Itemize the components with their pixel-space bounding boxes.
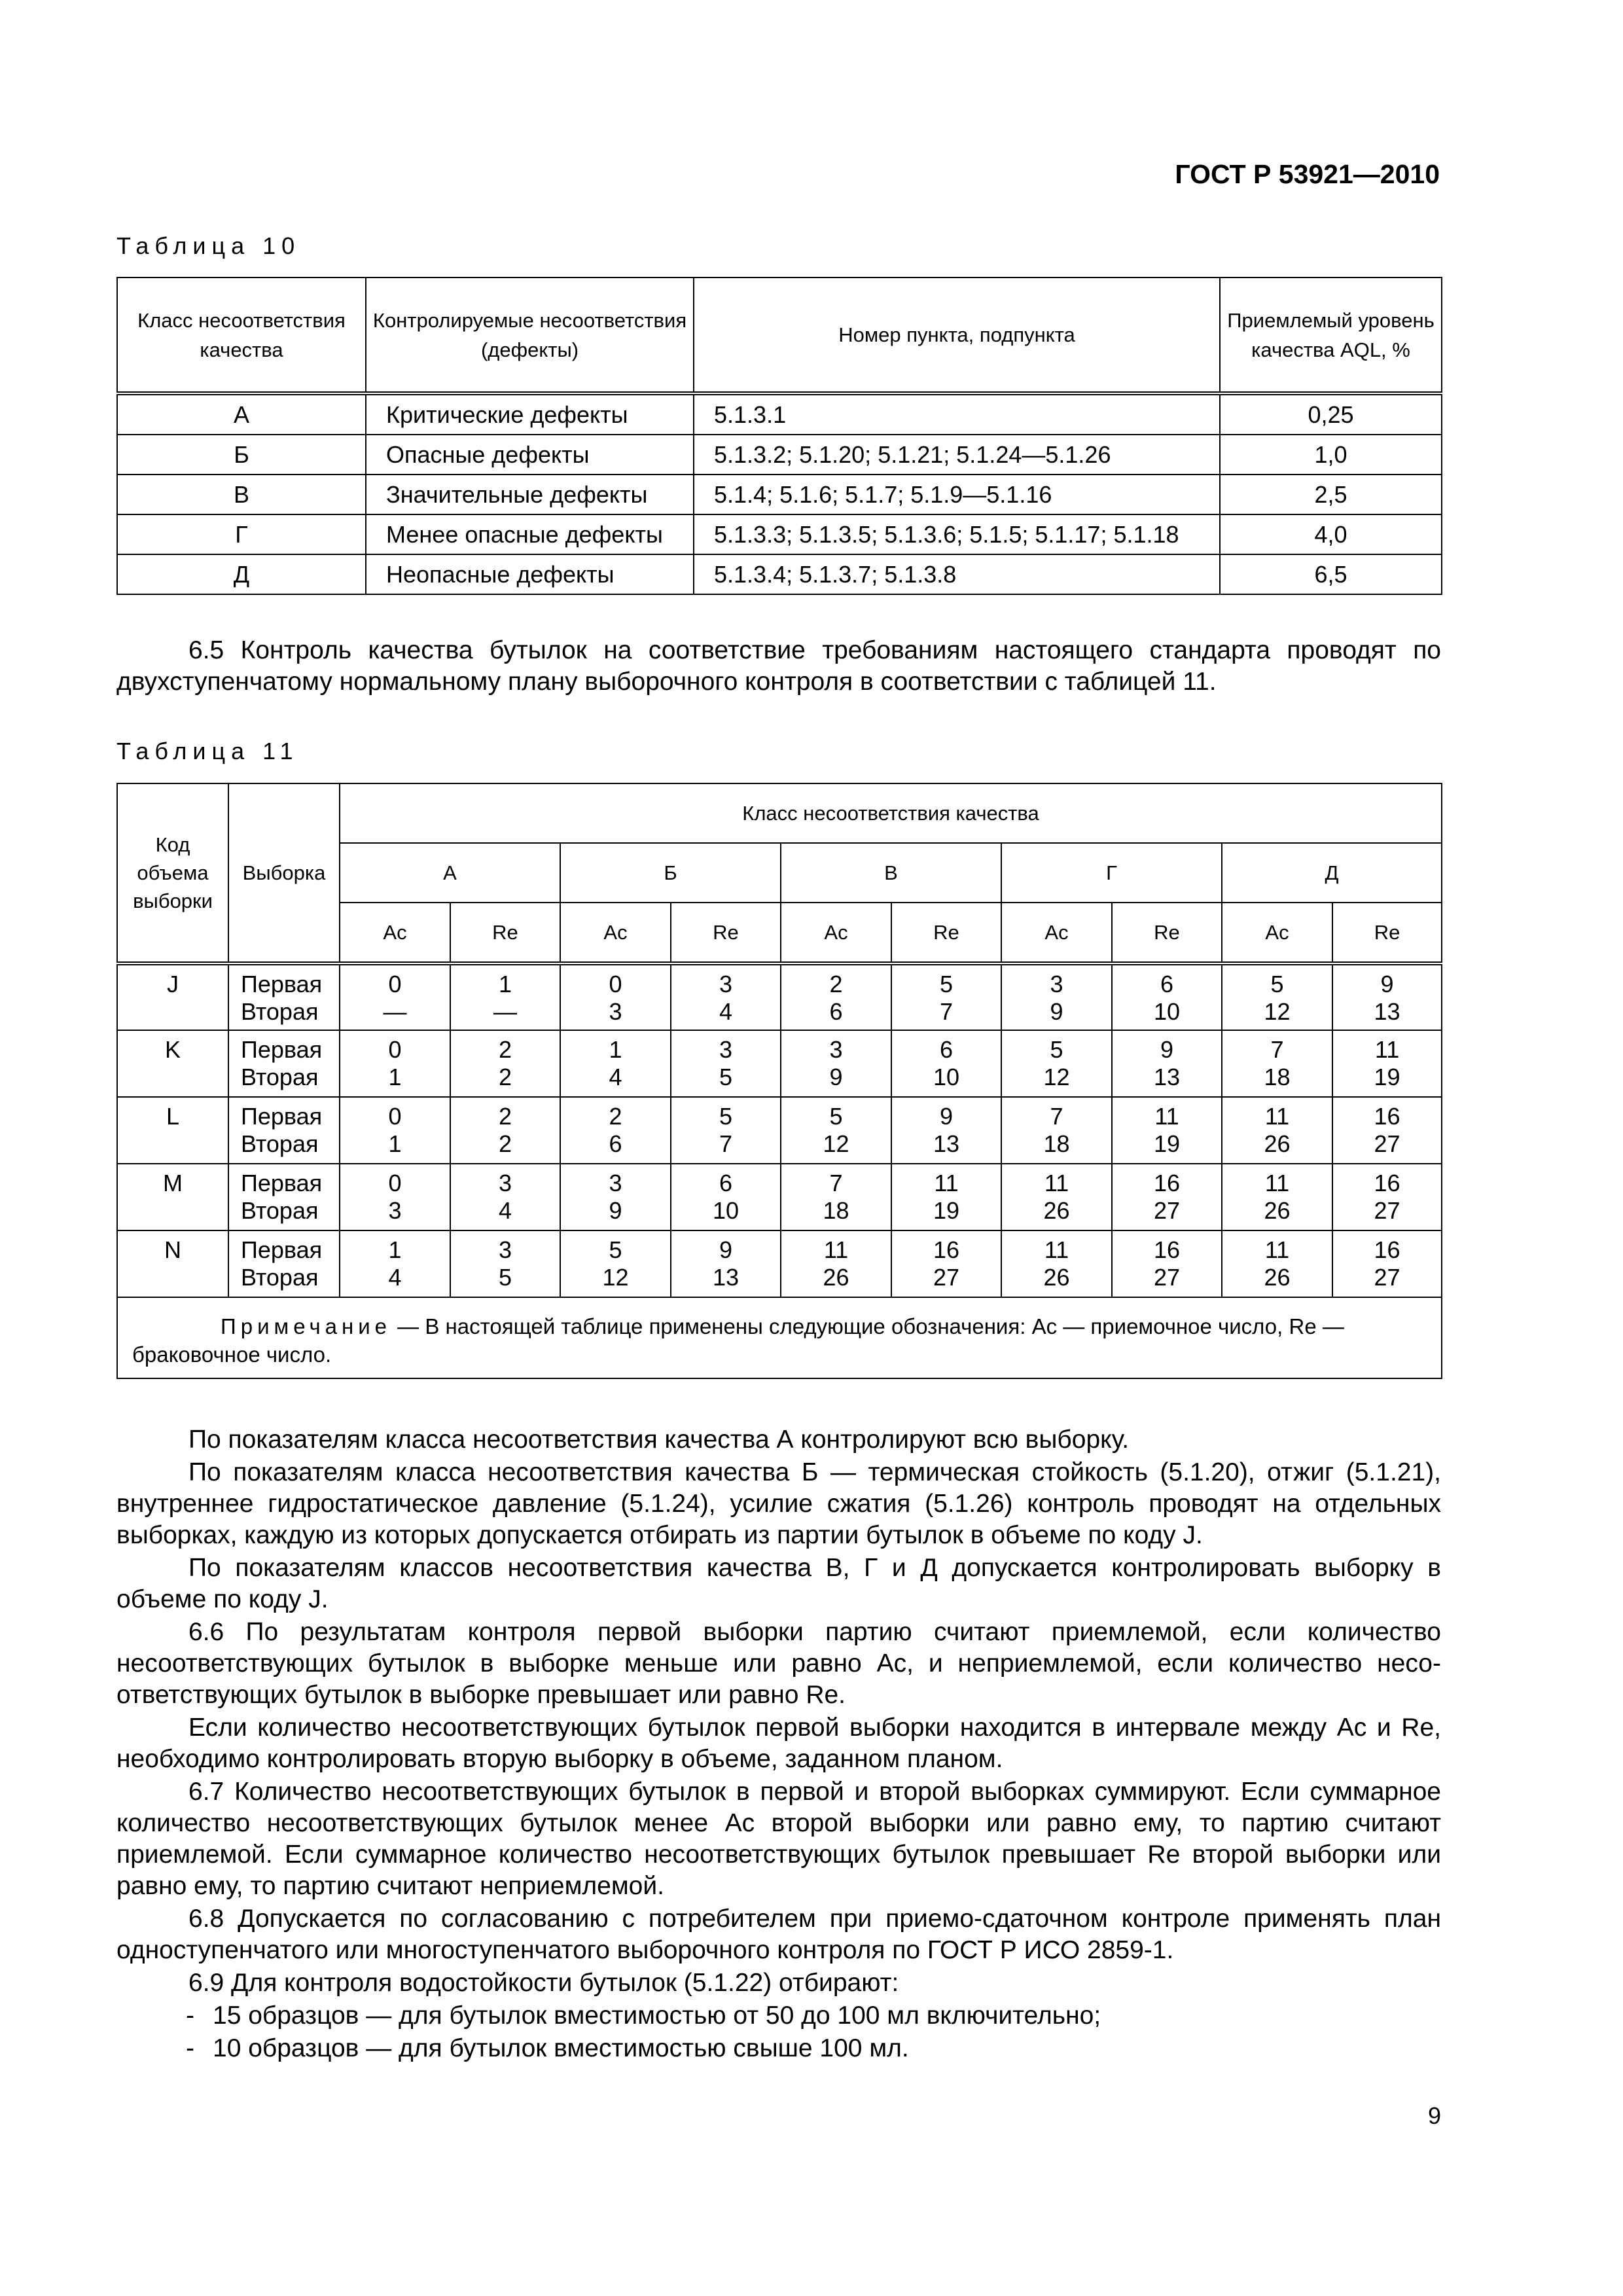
re-header: Re <box>450 903 560 963</box>
table-row <box>117 435 1442 475</box>
paragraph: По показателям классов несоответствия качества В, Г и Д допускается контролировать выборку в объеме по коду J. <box>116 1554 1441 1613</box>
first-value: 6 <box>1160 971 1174 997</box>
sample-code: N <box>117 1230 228 1297</box>
first-value: 5 <box>609 1236 622 1263</box>
column-header: Контролируемые несоответствия (дефекты) <box>366 278 694 393</box>
table-row <box>117 514 1442 554</box>
value-cell <box>1112 1164 1222 1230</box>
value-cell <box>340 1230 450 1297</box>
first-value: 11 <box>1154 1103 1179 1130</box>
value-cell <box>1222 1030 1332 1097</box>
value-cell <box>1112 963 1222 1030</box>
first-value: 3 <box>498 1170 512 1196</box>
table-cell: Значительные дефекты <box>366 475 694 514</box>
second-value: 12 <box>602 1264 629 1291</box>
table-row <box>117 1230 1442 1297</box>
value-cell <box>1332 1164 1442 1230</box>
column-header: Класс несоответствия качества <box>117 278 366 393</box>
table-cell: Б <box>117 435 366 475</box>
second-value: 27 <box>1374 1130 1400 1157</box>
first-value: 16 <box>1374 1236 1400 1263</box>
value-cell <box>560 1097 671 1164</box>
second-value: — <box>383 998 407 1025</box>
page-number: 9 <box>1427 2102 1441 2129</box>
table-10-caption: Таблица 10 <box>116 232 301 259</box>
table-11-caption: Таблица 11 <box>116 738 299 764</box>
sample-first: Первая <box>241 1036 323 1063</box>
first-value: 1 <box>498 971 512 997</box>
sample-cell <box>228 1030 340 1097</box>
second-value: 4 <box>609 1064 622 1090</box>
second-value: 9 <box>609 1197 622 1224</box>
sample-code: K <box>117 1030 228 1097</box>
first-value: 2 <box>829 971 843 997</box>
first-value: 0 <box>388 971 402 997</box>
value-cell <box>891 1164 1001 1230</box>
value-cell <box>671 1097 781 1164</box>
value-cell <box>560 1164 671 1230</box>
first-value: 11 <box>1264 1170 1290 1196</box>
second-value: 26 <box>1043 1264 1070 1291</box>
first-value: 5 <box>829 1103 843 1130</box>
second-value: 7 <box>939 998 954 1025</box>
value-cell <box>1001 963 1112 1030</box>
second-value: 27 <box>1153 1264 1181 1291</box>
value-cell <box>1332 1230 1442 1297</box>
second-value: 13 <box>1153 1064 1181 1090</box>
first-value: 2 <box>498 1036 512 1063</box>
sample-second: Вторая <box>241 1130 319 1157</box>
first-value: 11 <box>1264 1236 1290 1263</box>
table-cell: Опасные дефекты <box>366 435 694 475</box>
second-value: 13 <box>1374 998 1400 1025</box>
first-value: 16 <box>933 1236 960 1263</box>
second-value: 26 <box>1264 1264 1291 1291</box>
first-value: 5 <box>1270 971 1284 997</box>
paragraph: По показателям класса несоответствия качества Б — термическая стойкость (5.1.20), отжиг (5.1.21), внутреннее гидростатическое давление (5.1.24), усилие сжатия (5.1.26) контроль проводят на отдельных выборках, каждую из которых допускается отбирать из партии бутылок в объеме по коду J. <box>116 1458 1441 1549</box>
second-value: 6 <box>609 1130 622 1157</box>
value-cell <box>891 963 1001 1030</box>
first-value: 16 <box>1374 1170 1400 1196</box>
value-cell <box>560 1030 671 1097</box>
value-cell <box>340 963 450 1030</box>
class-g-header: Г <box>1001 843 1222 903</box>
table-row <box>117 393 1442 435</box>
second-value: 10 <box>1153 998 1181 1025</box>
class-header: Класс несоответствия качества <box>340 783 1442 843</box>
first-value: 11 <box>1044 1170 1069 1196</box>
re-header: Re <box>891 903 1001 963</box>
value-cell <box>450 1097 560 1164</box>
sample-cell <box>228 1164 340 1230</box>
sample-second: Вторая <box>241 1264 319 1291</box>
table-row <box>117 1030 1442 1097</box>
table-cell: 6,5 <box>1220 554 1442 594</box>
second-value: — <box>493 998 517 1025</box>
second-value: 5 <box>498 1264 512 1291</box>
first-value: 9 <box>719 1236 733 1263</box>
first-value: 7 <box>1050 1103 1063 1130</box>
first-value: 2 <box>498 1103 512 1130</box>
second-value: 26 <box>1043 1197 1070 1224</box>
first-value: 3 <box>719 1036 733 1063</box>
second-value: 3 <box>609 998 622 1025</box>
value-cell <box>1001 1097 1112 1164</box>
paragraph: Если количество несоответствующих бутылок первой выборки находится в интервале между Ac и Re, необходимо контролировать вторую выборку в объеме, заданном планом. <box>116 1713 1441 1773</box>
column-header: Приемлемый уровень качества AQL, % <box>1220 278 1442 393</box>
value-cell <box>891 1097 1001 1164</box>
table-row <box>117 1164 1442 1230</box>
list-item: - 15 образцов — для бутылок вместимостью от 50 до 100 мл включительно; <box>186 2001 1101 2030</box>
value-cell <box>560 1230 671 1297</box>
table-note <box>117 1297 1442 1378</box>
first-value: 1 <box>609 1036 622 1063</box>
first-value: 7 <box>829 1170 843 1196</box>
value-cell <box>891 1230 1001 1297</box>
table-cell: Критические дефекты <box>366 393 694 435</box>
second-value: 3 <box>388 1197 402 1224</box>
value-cell <box>781 1097 891 1164</box>
first-value: 3 <box>719 971 733 997</box>
ac-header: Ac <box>340 903 450 963</box>
value-cell <box>781 1030 891 1097</box>
value-cell <box>1332 1097 1442 1164</box>
column-header-code: Код объема выборки <box>117 783 228 963</box>
second-value: 2 <box>498 1064 512 1090</box>
sample-code: L <box>117 1097 228 1164</box>
table-row <box>117 1097 1442 1164</box>
value-cell <box>450 1230 560 1297</box>
table-10 <box>116 277 1442 595</box>
value-cell <box>1332 963 1442 1030</box>
second-value: 13 <box>712 1264 740 1291</box>
value-cell <box>450 1030 560 1097</box>
first-value: 0 <box>388 1103 402 1130</box>
first-value: 5 <box>939 971 954 997</box>
first-value: 11 <box>934 1170 959 1196</box>
second-value: 7 <box>719 1130 733 1157</box>
table-cell: 1,0 <box>1220 435 1442 475</box>
first-value: 7 <box>1270 1036 1284 1063</box>
value-cell <box>1222 1164 1332 1230</box>
first-value: 3 <box>1050 971 1063 997</box>
second-value: 1 <box>388 1064 402 1090</box>
list-item: - 10 образцов — для бутылок вместимостью свыше 100 мл. <box>186 2034 909 2062</box>
value-cell <box>671 1164 781 1230</box>
value-cell <box>671 1230 781 1297</box>
first-value: 6 <box>939 1036 954 1063</box>
ac-header: Ac <box>1222 903 1332 963</box>
value-cell <box>671 963 781 1030</box>
second-value: 18 <box>1264 1064 1291 1090</box>
table-cell: 5.1.3.1 <box>694 393 1220 435</box>
second-value: 9 <box>829 1064 843 1090</box>
value-cell <box>450 1164 560 1230</box>
value-cell <box>1001 1230 1112 1297</box>
value-cell <box>340 1164 450 1230</box>
first-value: 16 <box>1153 1236 1181 1263</box>
first-value: 9 <box>939 1103 954 1130</box>
sample-first: Первая <box>241 971 323 997</box>
sample-first: Первая <box>241 1236 323 1263</box>
table-cell: 5.1.3.3; 5.1.3.5; 5.1.3.6; 5.1.5; 5.1.17; 5.1.18 <box>694 514 1220 554</box>
second-value: 9 <box>1050 998 1063 1025</box>
table-11 <box>116 783 1442 1379</box>
table-cell: В <box>117 475 366 514</box>
second-value: 27 <box>1153 1197 1181 1224</box>
first-value: 5 <box>719 1103 733 1130</box>
second-value: 10 <box>712 1197 740 1224</box>
second-value: 18 <box>1043 1130 1070 1157</box>
table-cell: Менее опасные дефекты <box>366 514 694 554</box>
second-value: 1 <box>388 1130 402 1157</box>
sample-code: M <box>117 1164 228 1230</box>
first-value: 16 <box>1374 1103 1400 1130</box>
value-cell <box>781 1230 891 1297</box>
value-cell <box>1112 1030 1222 1097</box>
note-text: — В настоящей таблице применены следующие обозначения: Ac — приемочное число, Re — браковочное число. <box>132 1314 1344 1367</box>
second-value: 19 <box>933 1197 960 1224</box>
sample-second: Вторая <box>241 1197 319 1224</box>
second-value: 27 <box>1374 1264 1400 1291</box>
second-value: 13 <box>933 1130 960 1157</box>
sample-first: Первая <box>241 1103 323 1130</box>
table-row <box>117 475 1442 514</box>
sample-cell <box>228 963 340 1030</box>
first-value: 6 <box>719 1170 733 1196</box>
paragraph: По показателям класса несоответствия качества А контролируют всю выборку. <box>188 1426 1130 1454</box>
ac-header: Ac <box>781 903 891 963</box>
sample-second: Вторая <box>241 998 319 1025</box>
second-value: 18 <box>823 1197 849 1224</box>
second-value: 2 <box>498 1130 512 1157</box>
value-cell <box>1112 1230 1222 1297</box>
paragraph: 6.8 Допускается по согласованию с потребителем при приемо-сдаточном контроле применять план одноступенчатого или многоступенчатого выборочного контроля по ГОСТ Р ИСО 2859-1. <box>116 1905 1441 1964</box>
value-cell <box>560 963 671 1030</box>
table-cell: 5.1.3.2; 5.1.20; 5.1.21; 5.1.24—5.1.26 <box>694 435 1220 475</box>
second-value: 4 <box>498 1197 512 1224</box>
class-d-header: Д <box>1222 843 1442 903</box>
value-cell <box>1222 1097 1332 1164</box>
value-cell <box>1001 1030 1112 1097</box>
second-value: 26 <box>823 1264 849 1291</box>
document-code: ГОСТ Р 53921—2010 <box>1175 159 1440 189</box>
table-cell: Неопасные дефекты <box>366 554 694 594</box>
first-value: 5 <box>1050 1036 1063 1063</box>
sample-cell <box>228 1230 340 1297</box>
first-value: 2 <box>609 1103 622 1130</box>
class-a-header: А <box>340 843 560 903</box>
sample-second: Вторая <box>241 1064 319 1090</box>
first-value: 11 <box>1264 1103 1290 1130</box>
paragraph: 6.9 Для контроля водостойкости бутылок (5.1.22) отбирают: <box>188 1969 899 1997</box>
second-value: 4 <box>388 1264 402 1291</box>
value-cell <box>1222 1230 1332 1297</box>
second-value: 5 <box>719 1064 733 1090</box>
first-value: 0 <box>609 971 622 997</box>
second-value: 26 <box>1264 1130 1291 1157</box>
sample-cell <box>228 1097 340 1164</box>
second-value: 19 <box>1374 1064 1400 1090</box>
table-cell: Г <box>117 514 366 554</box>
ac-header: Ac <box>1001 903 1112 963</box>
second-value: 19 <box>1153 1130 1181 1157</box>
first-value: 9 <box>1380 971 1394 997</box>
second-value: 27 <box>1374 1197 1400 1224</box>
table-cell: Д <box>117 554 366 594</box>
value-cell <box>450 963 560 1030</box>
value-cell <box>1112 1097 1222 1164</box>
paragraph: 6.5 Контроль качества бутылок на соответствие требованиям настоящего стандарта проводят по двухступенчатому нормальному плану выборочного контроля в соответствии с таблицей 11. <box>116 636 1441 696</box>
column-header-sample: Выборка <box>228 783 340 963</box>
second-value: 12 <box>1043 1064 1070 1090</box>
value-cell <box>340 1030 450 1097</box>
first-value: 1 <box>388 1236 402 1263</box>
second-value: 10 <box>933 1064 960 1090</box>
sample-code: J <box>117 963 228 1030</box>
paragraph: 6.6 По результатам контроля первой выборки партию считают приемлемой, если количество несоответствующих бутылок в выборке меньше или равно Ac, и неприемлемой, если количество несоответствующих бутылок в выборке превышает или равно Re. <box>116 1618 1441 1709</box>
second-value: 4 <box>719 998 733 1025</box>
class-b-header: Б <box>560 843 781 903</box>
value-cell <box>1332 1030 1442 1097</box>
table-cell: А <box>117 393 366 435</box>
re-header: Re <box>1112 903 1222 963</box>
second-value: 26 <box>1264 1197 1291 1224</box>
second-value: 27 <box>933 1264 960 1291</box>
table-cell: 5.1.3.4; 5.1.3.7; 5.1.3.8 <box>694 554 1220 594</box>
value-cell <box>781 963 891 1030</box>
first-value: 11 <box>823 1236 849 1263</box>
re-header: Re <box>671 903 781 963</box>
paragraph-6-5 <box>116 635 1441 698</box>
value-cell <box>671 1030 781 1097</box>
value-cell <box>891 1030 1001 1097</box>
first-value: 0 <box>388 1170 402 1196</box>
table-cell: 5.1.4; 5.1.6; 5.1.7; 5.1.9—5.1.16 <box>694 475 1220 514</box>
first-value: 0 <box>388 1036 402 1063</box>
body-paragraphs <box>116 1424 1441 2064</box>
first-value: 9 <box>1160 1036 1174 1063</box>
sample-first: Первая <box>241 1170 323 1196</box>
table-cell: 0,25 <box>1220 393 1442 435</box>
re-header: Re <box>1332 903 1442 963</box>
class-v-header: В <box>781 843 1001 903</box>
second-value: 6 <box>829 998 843 1025</box>
table-row <box>117 554 1442 594</box>
value-cell <box>340 1097 450 1164</box>
first-value: 3 <box>498 1236 512 1263</box>
value-cell <box>781 1164 891 1230</box>
table-row <box>117 963 1442 1030</box>
first-value: 11 <box>1374 1036 1400 1063</box>
second-value: 12 <box>1264 998 1291 1025</box>
value-cell <box>1001 1164 1112 1230</box>
first-value: 3 <box>829 1036 843 1063</box>
note-label: Примечание <box>221 1314 392 1338</box>
column-header: Номер пункта, подпункта <box>694 278 1220 393</box>
table-cell: 4,0 <box>1220 514 1442 554</box>
first-value: 11 <box>1044 1236 1069 1263</box>
second-value: 12 <box>823 1130 849 1157</box>
first-value: 3 <box>609 1170 622 1196</box>
paragraph: 6.7 Количество несоответствующих бутылок в первой и второй выборках суммируют. Если суммарное количество несоответствующих бутылок менее Ac второй выборки или равно ему, то партию считают приемлемой. Если суммарное количество несоответствующих бутылок превышает Re второй выборки или равно ему, то партию считают неприемлемой. <box>116 1778 1441 1900</box>
first-value: 16 <box>1153 1170 1181 1196</box>
table-cell: 2,5 <box>1220 475 1442 514</box>
value-cell <box>1222 963 1332 1030</box>
ac-header: Ac <box>560 903 671 963</box>
